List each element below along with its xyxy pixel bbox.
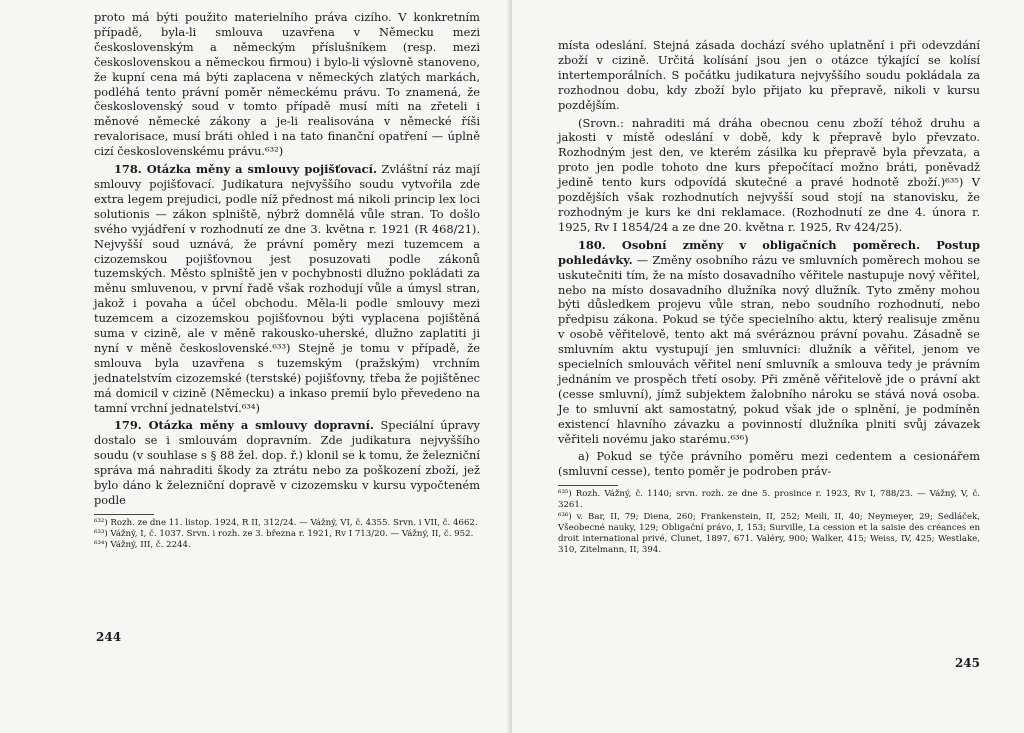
left-paragraph-1-text: proto má býti použito materielního práva cizího. V konkretním případě, byla-li smlouva uzavřena v Německu mezi československým a německým příslušníkem (resp. mezi československou a německou firmou) i bylo-li výslovně stanoveno, že kupní cena má býti zaplacena v německých zlatých markách, podléhá tento právní poměr německému právu. To znamená, že československý soud v tomto případě musí míti na zřeteli i měnové německé zákony a je-li realisována v německé říši revalorisace, musí bráti ohled i na tato finanční opatření — úplně cizí československému právu.⁶³²)	[94, 10, 480, 159]
right-page	[512, 0, 1024, 733]
right-paragraph-4	[558, 449, 980, 479]
right-paragraph-1	[558, 38, 980, 113]
left-paragraph-2-text: Zvláštní ráz mají smlouvy pojišťovací. Judikatura nejvyššího soudu vytvořila zde extra legem prejudici, podle níž přednost má nikoli princip lex loci solutionis — zákon splniště, nýbrž domnělá vůle stran. To došlo svého vyjádření v rozhodnutí ze dne 3. května r. 1921 (R 468/21). Nejvyšší soud uznává, že právní poměry mezi tuzemcem a cizozemskou pojišťovnou jest posuzovati podle zákonů tuzemských. Město splniště jen v pochybnosti dlužno pokládati za měnu smluvenou, v první řadě však rozhodují vůle a úmysl stran, jakož i povaha a účel obchodu. Měla-li podle smlouvy mezi tuzemcem a cizozemskou pojišťovnou býti vyplacena pojištěná suma v cizině, ale v měně rakousko-uherské, dlužno zaplatiti ji nyní v měně československé.⁶³³) Stejně je tomu v případě, že smlouva byla uzavřena s tuzemským (pražským) vrchním jednatelstvím cizozemské (terstské) pojišťovny, třeba že pojištěnec má domicil v cizině (Německu) a inkaso premií bylo převedeno na tamní vrchní jednatelství.⁶³⁴)	[94, 162, 480, 415]
footnote-636: ⁶³⁶) v. Bar, II, 79; Diena, 260; Frankenstein, II, 252; Meili, II, 40; Neymeyer, 29; Sedláček, Všeobecné nauky, 129; Obligační právo, I, 153; Surville, La cession et la saisie des créances en droit international privé, Clunet, 1897, 671. Valéry, 900; Walker, 415; Weiss, IV, 425; Westlake, 310, Zitelmann, II, 394.	[558, 511, 980, 556]
right-paragraph-2	[558, 116, 980, 235]
footnote-635: ⁶³⁵) Rozh. Vážný, č. 1140; srvn. rozh. ze dne 5. prosince r. 1923, Rv I, 788/23. — Vážný, V, č. 3261.	[558, 489, 980, 511]
footnote-633: ⁶³³) Vážný, I, č. 1037. Srvn. i rozh. ze 3. března r. 1921, Rv I 713/20. — Vážný, II, č. 952.	[94, 529, 474, 540]
section-heading-179: 179. Otázka měny a smlouvy dopravní.	[114, 418, 374, 433]
footnote-632: ⁶³²) Rozh. ze dne 11. listop. 1924, R II, 312/24. — Vážný, VI, č. 4355. Srvn. i VII, č. 4662.	[94, 517, 478, 528]
footnote-634: ⁶³⁴) Vážný, III, č. 2244.	[94, 540, 191, 551]
left-paragraph-2	[94, 162, 480, 415]
section-heading-180: 180. Osobní změny v obligačních poměrech. Postup pohledávky.	[558, 237, 980, 267]
left-paragraph-3	[94, 418, 480, 507]
page-number-right: 245	[954, 656, 980, 670]
footnote-rule-right	[558, 485, 618, 486]
right-paragraph-1-text: místa odeslání. Stejná zásada dochází svého uplatnění i při odevzdání zboží v cizině. Určitá kolísání jsou jen o otázce týkající se kolísí intertemporálních. S počátku judikatura nejvyššího soudu pokládala za rozhodnou dobu, kdy zboží bylo přijato ku přepravě, nikoli v kursu pozdějším.	[558, 38, 980, 112]
footnote-rule-left	[94, 514, 154, 515]
right-paragraph-3	[558, 238, 980, 447]
right-paragraph-2-text: (Srovn.: nahraditi má dráha obecnou cenu zboží téhož druhu a jakosti v místě odeslání v době, kdy k přepravě bylo převzato. Rozhodným jest den, ve kterém zásilka ku přepravě byla převzata, a proto jen podle tohoto dne kurs přepočítací možno bráti, poněvadž jedině tento kurs odpovídá skutečné a pravé hodnotě zboží.)⁶³⁵) V pozdějších však rozhodnutích nejvyšší soud stojí na stanovisku, že rozhodným je kurs ke dni reklamace. (Rozhodnutí ze dne 4. února r. 1925, Rv I 1854/24 a ze dne 20. května r. 1925, Rv 424/25).	[558, 115, 980, 234]
left-paragraph-1	[94, 10, 480, 159]
right-paragraph-3-text: — Změny osobního rázu ve smluvních poměrech mohou se uskutečniti tím, že na místo dosavadního věřitele nastupuje nový věřitel, nebo na místo dosavadního dlužníka nový dlužník. Tyto změny mohou býti důsledkem projevu vůle stran, nebo soudního rozhodnutí, nebo předpisu zákona. Pokud se týče specielního aktu, který realisuje změnu v osobě věřitelově, tento akt má svéráznou právní povahu. Zásadně se smluvním aktu vystupují jen smluvníci: dlužník a věřitel, jenom ve specielních smlouvách věřitel není smluvník a smlouva tedy je právním jednáním ve prospěch třetí osoby. Při změně věřitelově jde o právní akt (cesse smluvní), jímž subjektem žalobního nároku se stává nová osoba. Je to smluvní akt samostatný, pokud však jde o splnění, je podmíněn existencí hlavního závazku a povinností dlužníka plniti svůj závazek věřiteli novému jako starému.⁶³⁶)	[558, 252, 980, 446]
section-heading-178: 178. Otázka měny a smlouvy pojišťovací.	[114, 162, 377, 177]
right-paragraph-4-text: a) Pokud se týče právního poměru mezi cedentem a cesionářem (smluvní cesse), tento poměr je podroben práv-	[558, 449, 980, 479]
left-paragraph-3-text: Speciální úpravy dostalo se i smlouvám dopravním. Zde judikatura nejvyššího soudu (v souhlase s § 88 žel. dop. ř.) klonil se k tomu, že železniční správa má nahraditi škody za ztrátu nebo za poškození zboží, jež bylo dáno k železniční dopravě v cizozemsku v kursu vypočteném podle	[94, 418, 480, 507]
page-number-left: 244	[96, 630, 122, 644]
